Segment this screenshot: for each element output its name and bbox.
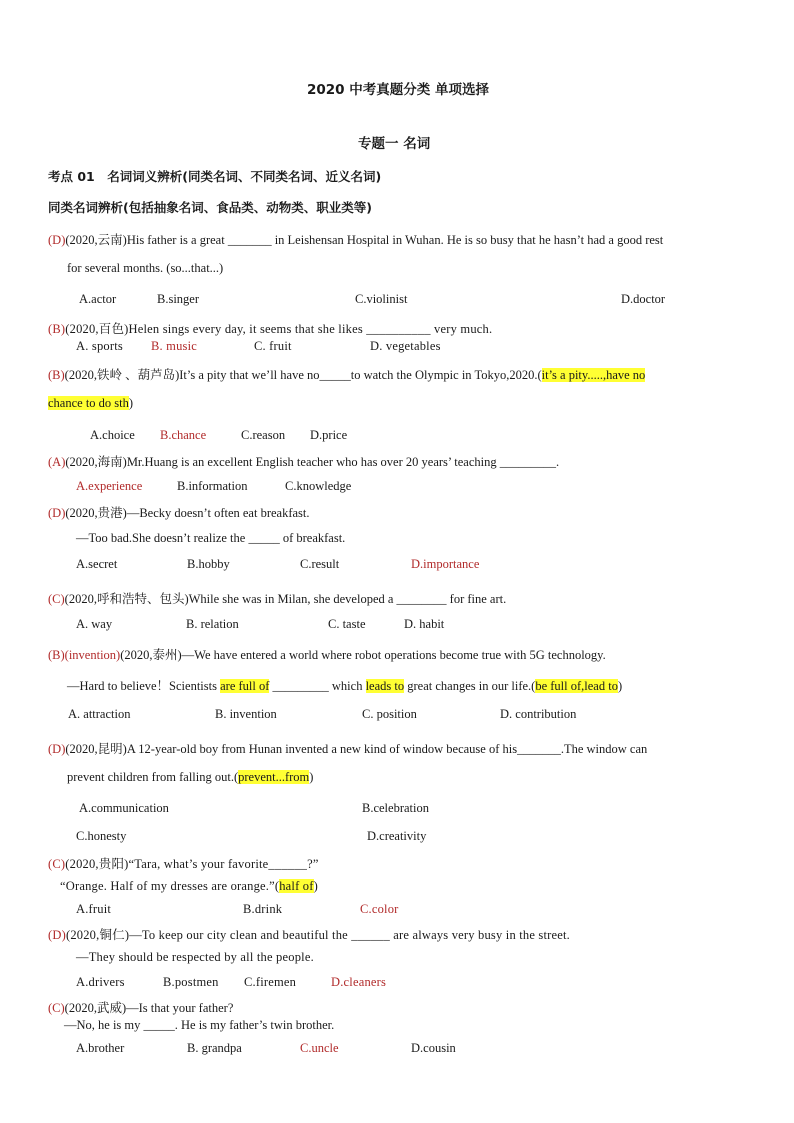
- question-source: (2020,呼和浩特、包头): [64, 592, 189, 606]
- option-d: D.price: [310, 428, 348, 442]
- question-source: (2020,武威): [64, 1001, 127, 1015]
- question-9: [48, 854, 319, 872]
- text-part: _________ which: [269, 679, 366, 693]
- option-a: A.brother: [76, 1041, 125, 1055]
- answer-note: (invention): [64, 648, 121, 662]
- question-source: (2020,云南): [65, 233, 127, 247]
- option-a: A.drivers: [76, 975, 125, 989]
- option-a: A.communication: [79, 801, 169, 815]
- question-text: A 12-year-old boy from Hunan invented a new kind of window because of his_______.The window can: [126, 742, 648, 756]
- highlight-note: half of: [279, 879, 314, 893]
- question-6: [48, 589, 506, 607]
- answer-key: (B): [48, 648, 65, 662]
- question-3: [48, 365, 645, 383]
- option-a: A.choice: [90, 428, 135, 442]
- option-b: B.information: [177, 479, 248, 493]
- question-source: (2020,昆明): [65, 742, 127, 756]
- question-8: [48, 739, 647, 757]
- answer-key: (A): [48, 455, 66, 469]
- question-text: —Becky doesn’t often eat breakfast.: [126, 506, 310, 520]
- question-text: Helen sings every day, it seems that she likes __________ very much.: [128, 322, 493, 336]
- answer-key: (B): [48, 322, 66, 336]
- page-title: 2020 中考真题分类 单项选择: [307, 82, 489, 98]
- question-2: [48, 319, 492, 337]
- option-d: D.doctor: [621, 292, 666, 306]
- question-source: (2020,贵阳): [65, 857, 129, 871]
- option-d: D.importance: [411, 557, 480, 571]
- highlight-note: it’s a pity.....,have no: [541, 368, 646, 382]
- option-b: B.singer: [157, 292, 200, 306]
- option-c: C.result: [300, 557, 340, 571]
- question-source: (2020,铜仁): [65, 928, 130, 942]
- option-c: C.honesty: [76, 829, 127, 843]
- option-c: C. taste: [328, 617, 366, 631]
- question-1: [48, 230, 663, 248]
- question-source: (2020,铁岭 、葫芦岛): [64, 368, 180, 382]
- option-d: D. vegetables: [370, 339, 441, 353]
- option-b: B.drink: [243, 902, 283, 916]
- subsection-heading: 同类名词辨析(包括抽象名词、食品类、动物类、职业类等): [48, 200, 372, 215]
- question-text: While she was in Milan, she developed a ________ for fine art.: [188, 592, 507, 606]
- option-a: A.experience: [76, 479, 143, 493]
- answer-key: (C): [48, 857, 66, 871]
- option-d: D. habit: [404, 617, 445, 631]
- option-b: B.celebration: [362, 801, 429, 815]
- question-source: (2020,贵港): [65, 506, 127, 520]
- question-source: (2020,海南): [65, 455, 127, 469]
- option-a: A. way: [76, 617, 113, 631]
- option-b: B.postmen: [163, 975, 219, 989]
- paren-close: ): [128, 396, 134, 410]
- text-part: ): [309, 770, 314, 784]
- question-7-line2: [67, 676, 622, 694]
- text-part: ): [617, 679, 623, 693]
- question-10-line2: —They should be respected by all the people.: [76, 950, 314, 964]
- section-heading: 考点 01 名词词义辨析(同类名词、不同类名词、近义名词): [48, 169, 382, 184]
- option-b: B.chance: [160, 428, 207, 442]
- question-10: [48, 925, 570, 943]
- option-a: A.secret: [76, 557, 118, 571]
- answer-key: (C): [48, 1001, 65, 1015]
- question-source: (2020,泰州): [120, 648, 182, 662]
- question-text: It’s a pity that we’ll have no_____to watch the Olympic in Tokyo,2020.(: [179, 368, 542, 382]
- option-a: A.fruit: [76, 902, 112, 916]
- option-c: C.firemen: [244, 975, 297, 989]
- option-b: B. grandpa: [187, 1041, 242, 1055]
- option-a: A. sports: [76, 339, 123, 353]
- option-b: B. relation: [186, 617, 239, 631]
- question-11: [48, 998, 233, 1016]
- option-c: C.color: [360, 902, 399, 916]
- page-subtitle: 专题一 名词: [358, 136, 431, 152]
- option-b: B. music: [151, 339, 198, 353]
- question-7: [48, 645, 606, 663]
- question-8-line2: [67, 770, 313, 785]
- text-part: great changes in our life.(: [404, 679, 536, 693]
- option-c: C. position: [362, 707, 417, 721]
- question-source: (2020,百色): [65, 322, 129, 336]
- highlight-note: leads to: [365, 679, 405, 693]
- option-b: B.hobby: [187, 557, 230, 571]
- question-text: —Is that your father?: [126, 1001, 234, 1015]
- question-5-line2: —Too bad.She doesn’t realize the _____ of breakfast.: [76, 531, 346, 545]
- question-text: “Tara, what’s your favorite______?”: [128, 857, 319, 871]
- question-text: His father is a great _______ in Leishensan Hospital in Wuhan. He is so busy that he hasn’t had a good rest: [126, 233, 664, 247]
- option-b: B. invention: [215, 707, 277, 721]
- option-c: C.uncle: [300, 1041, 339, 1055]
- question-5: [48, 503, 310, 521]
- question-9-line2: [60, 879, 318, 894]
- option-d: D.creativity: [367, 829, 427, 843]
- option-d: D.cleaners: [331, 975, 387, 989]
- answer-key: (B): [48, 368, 65, 382]
- option-d: D. contribution: [500, 707, 577, 721]
- highlight-note: are full of: [220, 679, 270, 693]
- text-part: ): [313, 879, 318, 893]
- highlight-note: be full of,lead to: [535, 679, 618, 693]
- text-part: “Orange. Half of my dresses are orange.”(: [60, 879, 280, 893]
- option-a: A.actor: [79, 292, 117, 306]
- answer-key: (D): [48, 233, 66, 247]
- question-text: —To keep our city clean and beautiful the ______ are always very busy in the street.: [129, 928, 571, 942]
- question-text: Mr.Huang is an excellent English teacher who has over 20 years’ teaching _________.: [126, 455, 560, 469]
- question-1-line2: for several months. (so...that...): [67, 261, 224, 275]
- option-d: D.cousin: [411, 1041, 456, 1055]
- option-c: C. fruit: [254, 339, 292, 353]
- option-c: C.reason: [241, 428, 286, 442]
- option-c: C.knowledge: [285, 479, 352, 493]
- question-text: —We have entered a world where robot operations become true with 5G technology.: [181, 648, 606, 662]
- answer-key: (C): [48, 592, 65, 606]
- text-part: —Hard to believe！Scientists: [67, 679, 221, 693]
- question-3-line2: [48, 396, 133, 411]
- option-a: A. attraction: [68, 707, 131, 721]
- text-part: prevent children from falling out.(: [67, 770, 239, 784]
- answer-key: (D): [48, 928, 66, 942]
- answer-key: (D): [48, 506, 66, 520]
- answer-key: (D): [48, 742, 66, 756]
- highlight-note: prevent...from: [238, 770, 310, 784]
- highlight-note: chance to do sth: [48, 396, 129, 410]
- question-11-line2: —No, he is my _____. He is my father’s twin brother.: [64, 1018, 335, 1032]
- option-c: C.violinist: [355, 292, 408, 306]
- question-4: [48, 452, 559, 470]
